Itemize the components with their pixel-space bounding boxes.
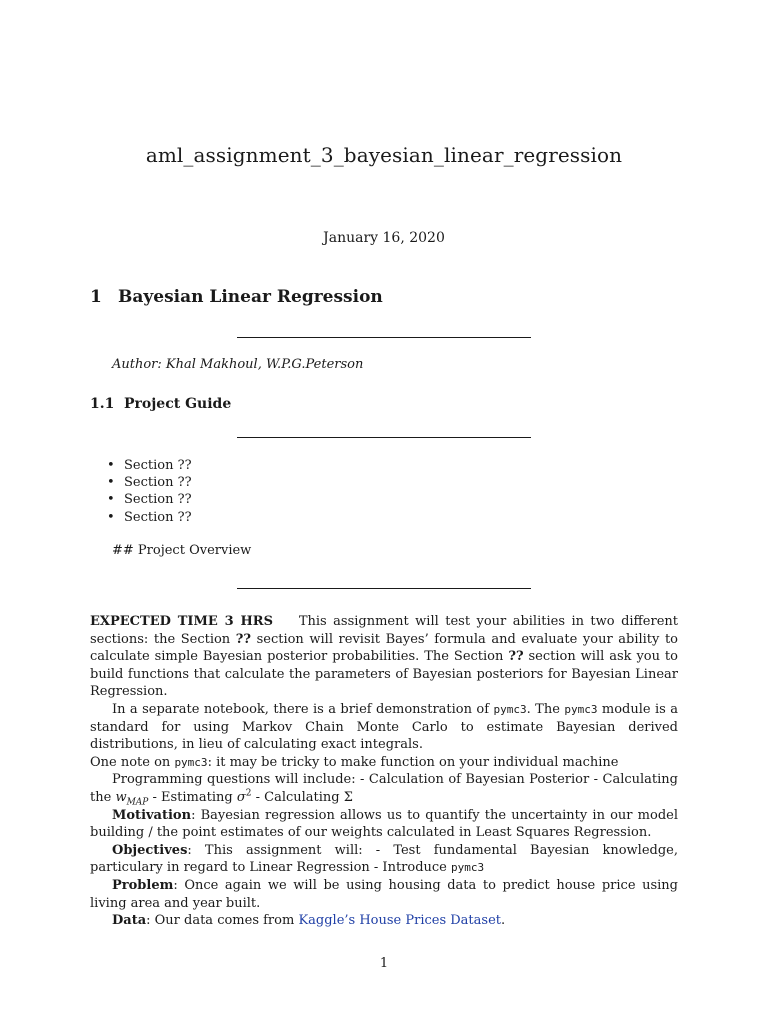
paragraph-motivation: Motivation: Bayesian regression allows us to quantify the uncertainty in our model building / the point estimates of our weights calculated in Least Squares Regression. — [90, 807, 678, 841]
document-date: January 16, 2020 — [323, 230, 445, 246]
list-item: • Section ?? — [107, 509, 192, 526]
author-line: Author: Khal Makhoul, W.P.G.Peterson — [112, 357, 364, 372]
subsection-number: 1.1 — [90, 396, 115, 412]
section-number: 1 — [90, 287, 102, 307]
paragraph-data: Data: Our data comes from Kaggle’s House Prices Dataset. — [112, 913, 506, 929]
page-number: 1 — [379, 956, 389, 971]
body-text — [90, 613, 678, 930]
section-heading — [90, 287, 383, 307]
kaggle-dataset-link[interactable]: Kaggle’s House Prices Dataset — [298, 913, 501, 929]
section-list — [107, 457, 192, 526]
document-title: aml_assignment_3_bayesian_linear_regression — [145, 143, 623, 167]
list-item: • Section ?? — [107, 491, 192, 508]
list-item: • Section ?? — [107, 474, 192, 491]
subsection-heading — [90, 396, 231, 412]
paragraph-problem: Problem: Once again we will be using housing data to predict house price using living area and year built. — [90, 877, 678, 911]
list-item: • Section ?? — [107, 457, 192, 474]
paragraph-programming-questions: Programming questions will include: - Calculation of Bayesian Posterior - Calculating the $w_{MAP}$ - Estimating $\sigma^2$ - Calculating Σ — [90, 772, 678, 808]
paragraph-expected-time: EXPECTED TIME 3 HRS This assignment will test your abilities in two different sections: the Section ?? section will revisit Bayes’ formula and evaluate your ability to calculate simple Bayesian posterior probabilities. The Section ?? section will ask you to build functions that calculate the parameters of Bayesian posteriors for Bayesian Linear Regression. — [90, 614, 678, 700]
horizontal-rule — [237, 337, 531, 338]
horizontal-rule — [237, 588, 531, 589]
paragraph-pymc3-demo: In a separate notebook, there is a brief demonstration of pymc3. The pymc3 module is a standard for using Markov Chain Monte Carlo to estimate Bayesian derived distributions, in lieu of calculating exact integrals. — [90, 701, 678, 753]
section-title: Bayesian Linear Regression — [118, 287, 383, 307]
overview-heading: ## Project Overview — [112, 543, 252, 558]
paragraph-pymc3-note: One note on pymc3: it may be tricky to make function on your individual machine — [90, 754, 619, 770]
subsection-title: Project Guide — [124, 396, 232, 412]
horizontal-rule — [237, 437, 531, 438]
paragraph-objectives: Objectives: This assignment will: - Test fundamental Bayesian knowledge, particulary in regard to Linear Regression - Introduce pymc3 — [90, 842, 678, 876]
